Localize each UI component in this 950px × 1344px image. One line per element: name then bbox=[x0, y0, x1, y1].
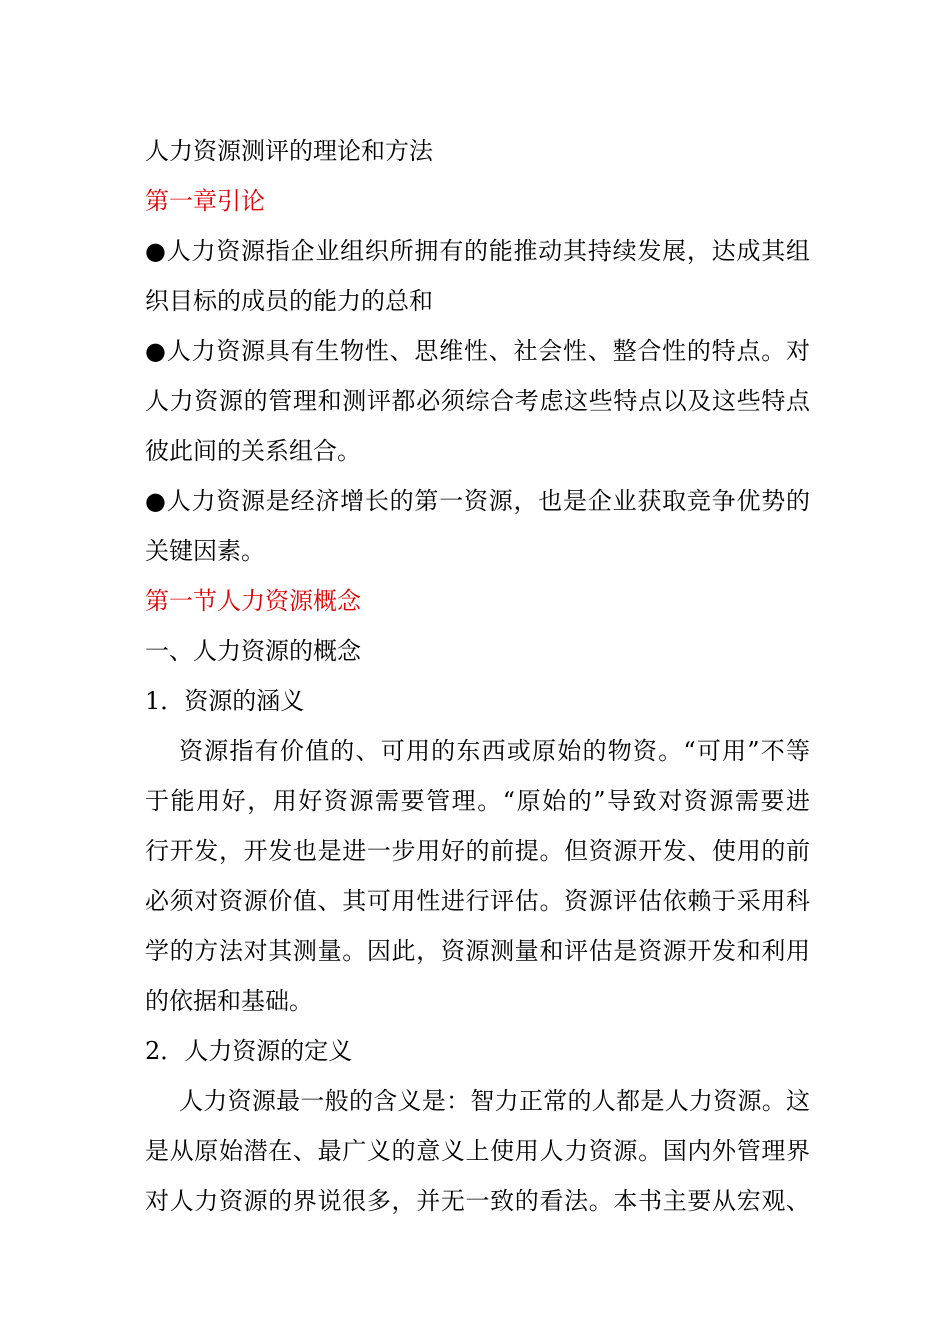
subheading: 一、人力资源的概念 bbox=[145, 637, 361, 665]
item-1-paragraph-line-4: 必须对资源价值、其可用性进行评估。资源评估依赖于采用科 bbox=[145, 887, 810, 915]
bullet-3-line-1: ●人力资源是经济增长的第一资源，也是企业获取竞争优势的 bbox=[145, 487, 810, 515]
section-heading: 第一节人力资源概念 bbox=[145, 587, 361, 615]
bullet-2-line-2: 人力资源的管理和测评都必须综合考虑这些特点以及这些特点 bbox=[145, 387, 810, 415]
bullet-3-line-2: 关键因素。 bbox=[145, 537, 265, 565]
item-2-heading: 2．人力资源的定义 bbox=[145, 1037, 353, 1065]
item-1-paragraph-line-1: 资源指有价值的、可用的东西或原始的物资。“可用”不等 bbox=[179, 737, 810, 765]
document-page bbox=[145, 126, 810, 1226]
chapter-heading: 第一章引论 bbox=[145, 187, 265, 215]
item-2-paragraph-line-2: 是从原始潜在、最广义的意义上使用人力资源。国内外管理界 bbox=[145, 1137, 810, 1165]
item-2-paragraph-line-3: 对人力资源的界说很多，并无一致的看法。本书主要从宏观、 bbox=[145, 1187, 810, 1215]
item-1-paragraph-line-5: 学的方法对其测量。因此，资源测量和评估是资源开发和利用 bbox=[145, 937, 810, 965]
bullet-2-line-3: 彼此间的关系组合。 bbox=[145, 437, 361, 465]
item-1-paragraph-line-2: 于能用好，用好资源需要管理。“原始的”导致对资源需要进 bbox=[145, 787, 810, 815]
bullet-1-line-2: 织目标的成员的能力的总和 bbox=[145, 287, 433, 315]
bullet-1-line-1: ●人力资源指企业组织所拥有的能推动其持续发展，达成其组 bbox=[145, 237, 810, 265]
item-1-paragraph-line-3: 行开发，开发也是进一步用好的前提。但资源开发、使用的前 bbox=[145, 837, 810, 865]
item-1-heading: 1．资源的涵义 bbox=[145, 687, 305, 715]
item-1-paragraph-line-6: 的依据和基础。 bbox=[145, 987, 313, 1015]
document-title: 人力资源测评的理论和方法 bbox=[145, 137, 433, 165]
bullet-2-line-1: ●人力资源具有生物性、思维性、社会性、整合性的特点。对 bbox=[145, 337, 810, 365]
item-2-paragraph-line-1: 人力资源最一般的含义是：智力正常的人都是人力资源。这 bbox=[179, 1087, 810, 1115]
